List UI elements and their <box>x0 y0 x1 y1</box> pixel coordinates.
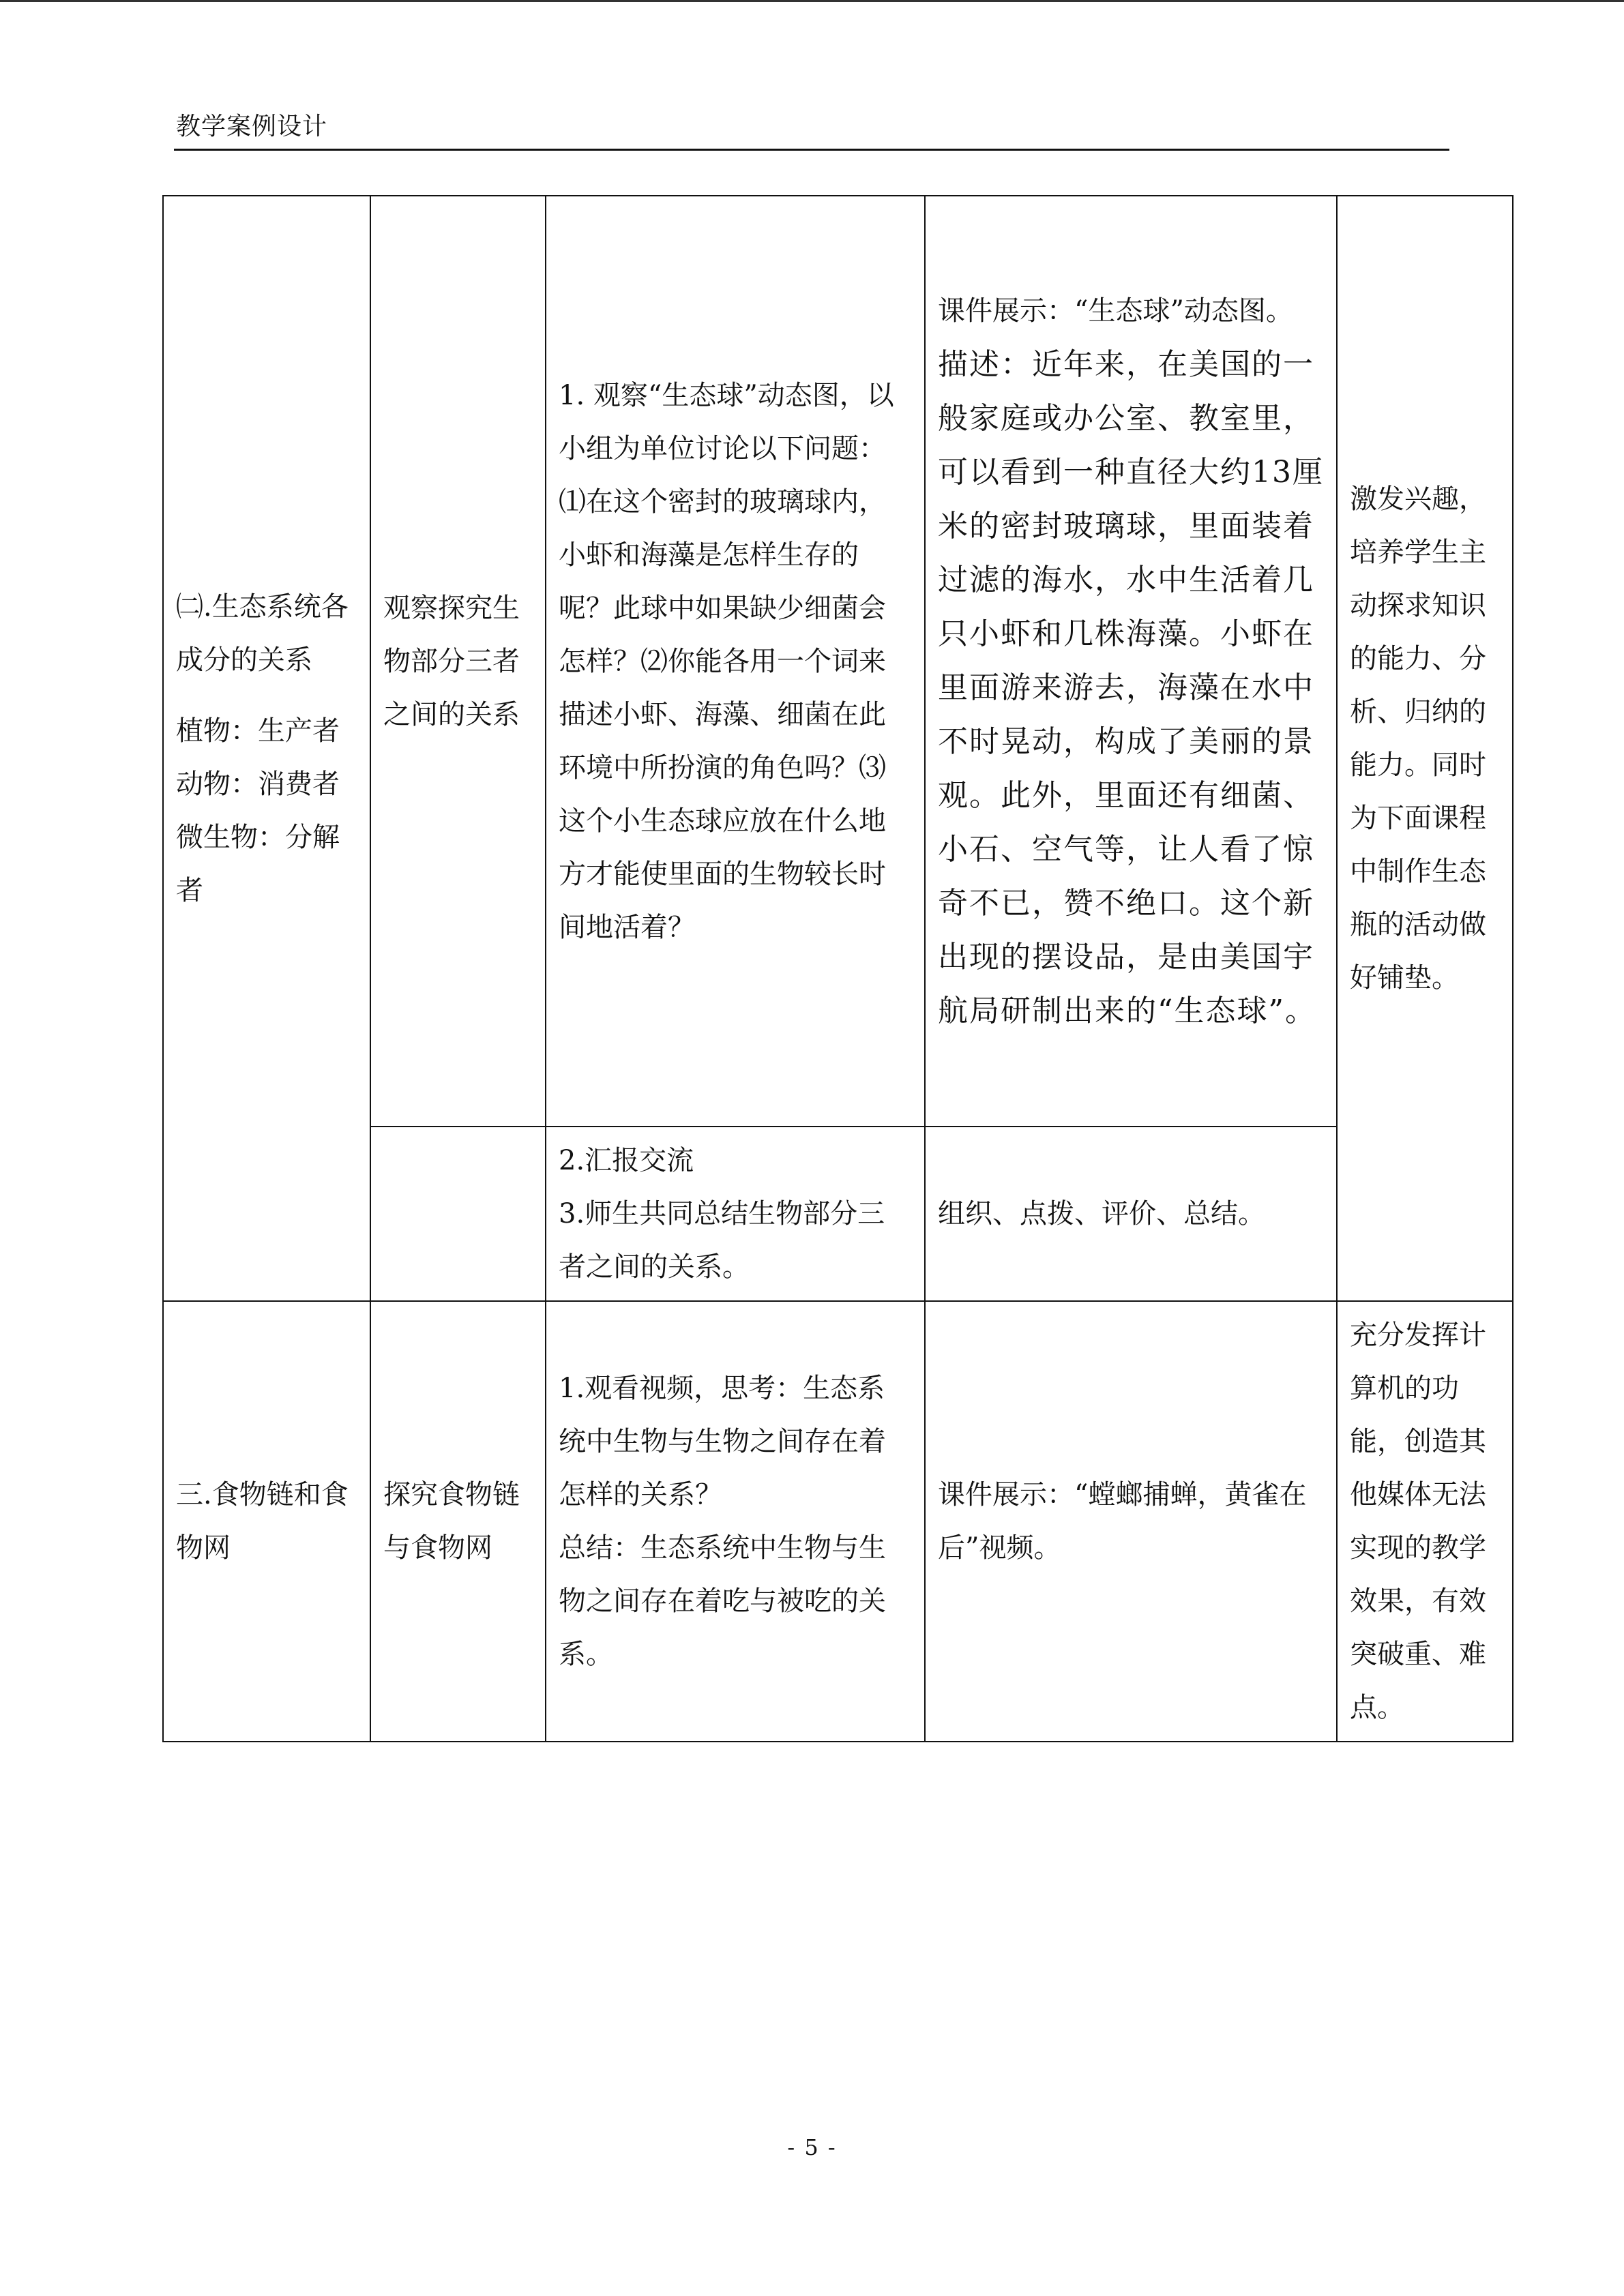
student-activity-1: 1.观看视频，思考：生态系统中生物与生物之间存在着怎样的关系？ <box>559 1373 886 1510</box>
header-rule <box>174 149 1449 151</box>
role-plant: 植物：生产者 <box>176 715 340 747</box>
cell-teacher-activity: 课件展示：“螳螂捕蝉，黄雀在后”视频。 <box>925 1301 1337 1742</box>
cell-design-intent: 充分发挥计算机的功能，创造其他媒体无法实现的教学效果，有效突破重、难点。 <box>1337 1301 1513 1742</box>
table-row <box>163 196 1513 1127</box>
cell-teaching-content: 三.食物链和食物网 <box>163 1301 370 1742</box>
top-border <box>0 0 1624 2</box>
cell-design-intent: 激发兴趣，培养学生主动探求知识的能力、分析、归纳的能力。同时为下面课程中制作生态瓶的活动做好铺垫。 <box>1337 196 1513 1301</box>
cell-student-activity <box>546 1127 925 1301</box>
cell-activity: 观察探究生物部分三者之间的关系 <box>370 196 546 1127</box>
page-header-title: 教学案例设计 <box>176 113 328 140</box>
cell-teacher-activity <box>925 196 1337 1127</box>
cell-teaching-content <box>163 196 370 1301</box>
cell-student-activity: 1. 观察“生态球”动态图，以小组为单位讨论以下问题：⑴在这个密封的玻璃球内，小虾和海藻是怎样生存的呢？此球中如果缺少细菌会怎样？⑵你能各用一个词来描述小虾、海藻、细菌在此环境中所扮演的角色吗？⑶这个小生态球应放在什么地方才能使里面的生物较长时间地活着？ <box>546 196 925 1127</box>
cell-student-activity <box>546 1301 925 1742</box>
page-number: - 5 - <box>787 2134 837 2160</box>
teacher-activity-1: 课件展示：“生态球”动态图。 <box>938 295 1293 327</box>
lesson-plan-table <box>162 195 1514 1742</box>
role-animal: 动物：消费者 <box>176 768 340 800</box>
cell-activity-empty <box>370 1127 546 1301</box>
content-title: ㈡.生态系统各成分的关系 <box>176 591 349 676</box>
student-activity-2: 2.汇报交流 <box>559 1145 694 1176</box>
role-microbe: 微生物：分解者 <box>176 821 340 906</box>
student-summary: 总结：生态系统中生物与生物之间存在着吃与被吃的关系。 <box>559 1532 886 1670</box>
cell-activity: 探究食物链与食物网 <box>370 1301 546 1742</box>
table-row <box>163 1301 1513 1742</box>
cell-teacher-activity: 组织、点拨、评价、总结。 <box>925 1127 1337 1301</box>
teacher-activity-2: 描述：近年来，在美国的一般家庭或办公室、教室里，可以看到一种直径大约13厘米的密封玻璃球，里面装着过滤的海水，水中生活着几只小虾和几株海藻。小虾在里面游来游去，海藻在水中不时晃动，构成了美丽的景观。此外，里面还有细菌、小石、空气等，让人看了惊奇不已，赞不绝口。这个新出现的摆设品，是由美国宇航局研制出来的“生态球”。 <box>938 347 1324 1028</box>
student-activity-3: 3.师生共同总结生物部分三者之间的关系。 <box>559 1198 885 1283</box>
